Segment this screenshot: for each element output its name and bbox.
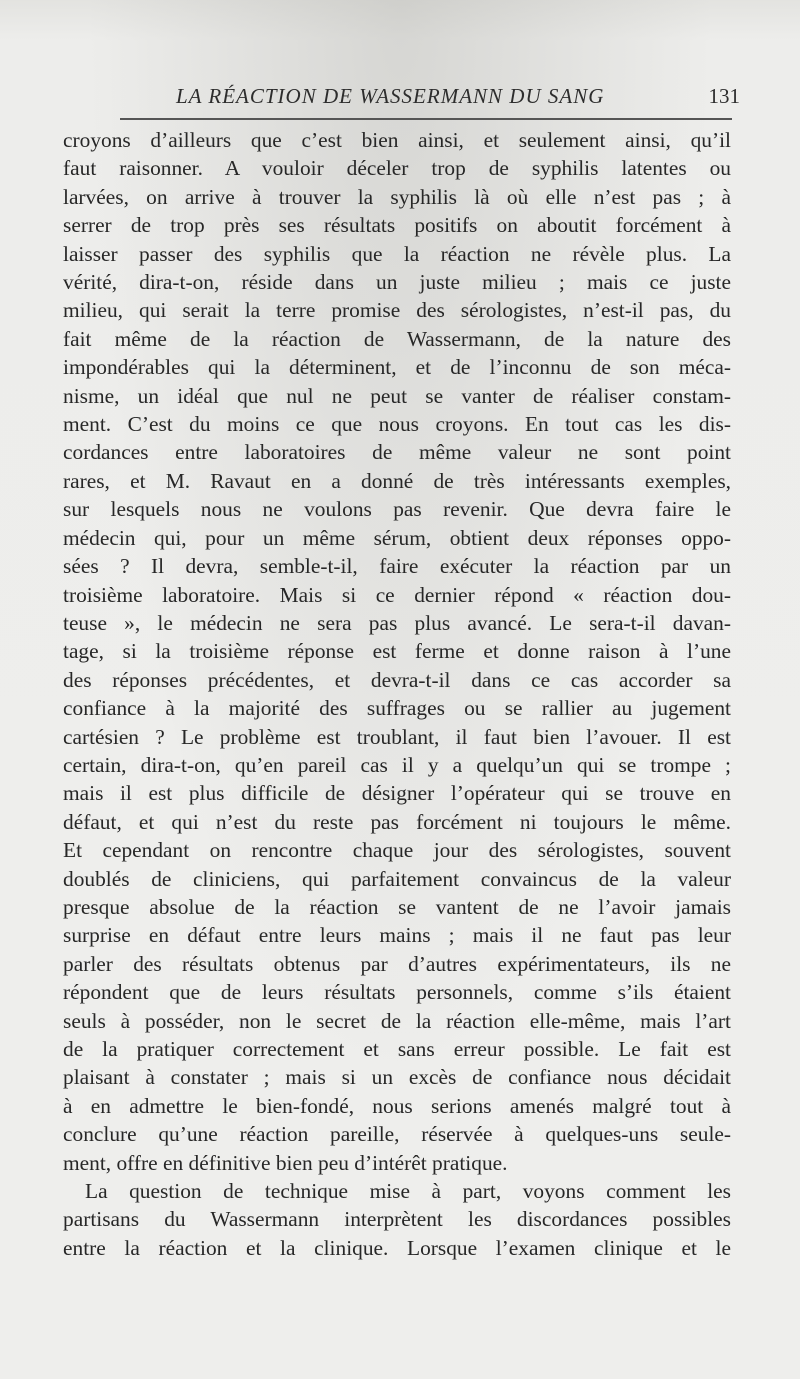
- text-line: défaut, et qui n’est du reste pas forcément ni toujours le même.: [63, 809, 731, 834]
- text-line: partisans du Wassermann interprètent les discordances possibles: [63, 1207, 731, 1232]
- text-line: ment, offre en définitive bien peu d’intérêt pratique.: [63, 1150, 508, 1175]
- text-line: faut raisonner. A vouloir déceler trop de syphilis latentes ou: [63, 156, 731, 181]
- text-line: rares, et M. Ravaut en a donné de très intéressants exemples,: [63, 468, 731, 493]
- header-rule: [120, 118, 732, 120]
- text-line: teuse », le médecin ne sera pas plus avancé. Le sera-t-il davan-: [63, 610, 731, 635]
- text-line: à en admettre le bien-fondé, nous serions amenés malgré tout à: [63, 1093, 731, 1118]
- text-line: cordances entre laboratoires de même valeur ne sont point: [63, 440, 731, 465]
- text-line: nisme, un idéal que nul ne peut se vanter de réaliser constam-: [63, 383, 731, 408]
- running-head: [60, 84, 740, 114]
- text-line: laisser passer des syphilis que la réaction ne révèle plus. La: [63, 241, 731, 266]
- text-line: impondérables qui la déterminent, et de l’inconnu de son méca-: [63, 355, 731, 380]
- text-line: ment. C’est du moins ce que nous croyons. En tout cas les dis-: [63, 412, 731, 437]
- text-line: entre la réaction et la clinique. Lorsque l’examen clinique et le: [63, 1235, 731, 1260]
- text-line: sur lesquels nous ne voulons pas revenir. Que devra faire le: [63, 497, 731, 522]
- text-line: Et cependant on rencontre chaque jour des sérologistes, souvent: [63, 838, 731, 863]
- text-line: milieu, qui serait la terre promise des sérologistes, n’est-il pas, du: [63, 298, 731, 323]
- paragraph-2: [63, 1177, 731, 1262]
- text-line: confiance à la majorité des suffrages ou se rallier au jugement: [63, 696, 731, 721]
- page-number: 131: [708, 84, 740, 108]
- text-line: fait même de la réaction de Wassermann, de la nature des: [63, 326, 731, 351]
- text-line: croyons d’ailleurs que c’est bien ainsi, et seulement ainsi, qu’il: [63, 128, 731, 152]
- text-line: des réponses précédentes, et devra-t-il dans ce cas accorder sa: [63, 667, 731, 692]
- running-title: LA RÉACTION DE WASSERMANN DU SANG: [176, 84, 605, 108]
- text-line: conclure qu’une réaction pareille, réservée à quelques-uns seule-: [63, 1122, 731, 1147]
- paragraph-1: [63, 126, 731, 1177]
- text-line: répondent que de leurs résultats personnels, comme s’ils étaient: [63, 980, 731, 1005]
- text-line: serrer de trop près ses résultats positifs on aboutit forcément à: [63, 213, 731, 238]
- text-line: La question de technique mise à part, voyons comment les: [85, 1179, 731, 1204]
- text-line: médecin qui, pour un même sérum, obtient deux réponses oppo-: [63, 525, 731, 550]
- text-line: seuls à posséder, non le secret de la réaction elle-même, mais l’art: [63, 1008, 731, 1033]
- text-line: troisième laboratoire. Mais si ce dernier répond « réaction dou-: [63, 582, 731, 607]
- text-line: presque absolue de la réaction se vantent de ne l’avoir jamais: [63, 894, 731, 919]
- text-line: certain, dira-t-on, qu’en pareil cas il y a quelqu’un qui se trompe ;: [63, 752, 731, 777]
- text-line: cartésien ? Le problème est troublant, il faut bien l’avouer. Il est: [63, 724, 731, 749]
- text-line: parler des résultats obtenus par d’autres expérimentateurs, ils ne: [63, 951, 731, 976]
- text-line: de la pratiquer correctement et sans erreur possible. Le fait est: [63, 1037, 731, 1061]
- text-line: surprise en défaut entre leurs mains ; mais il ne faut pas leur: [63, 923, 731, 948]
- text-line: vérité, dira-t-on, réside dans un juste milieu ; mais ce juste: [63, 270, 731, 295]
- text-line: plaisant à constater ; mais si un excès de confiance nous décidait: [63, 1065, 731, 1090]
- text-line: tage, si la troisième réponse est ferme et donne raison à l’une: [63, 639, 731, 664]
- text-line: sées ? Il devra, semble-t-il, faire exécuter la réaction par un: [63, 554, 731, 579]
- body-text: [63, 126, 731, 1262]
- text-line: larvées, on arrive à trouver la syphilis là où elle n’est pas ; à: [63, 184, 731, 209]
- text-line: mais il est plus difficile de désigner l’opérateur qui se trouve en: [63, 781, 731, 806]
- text-line: doublés de cliniciens, qui parfaitement convaincus de la valeur: [63, 866, 731, 891]
